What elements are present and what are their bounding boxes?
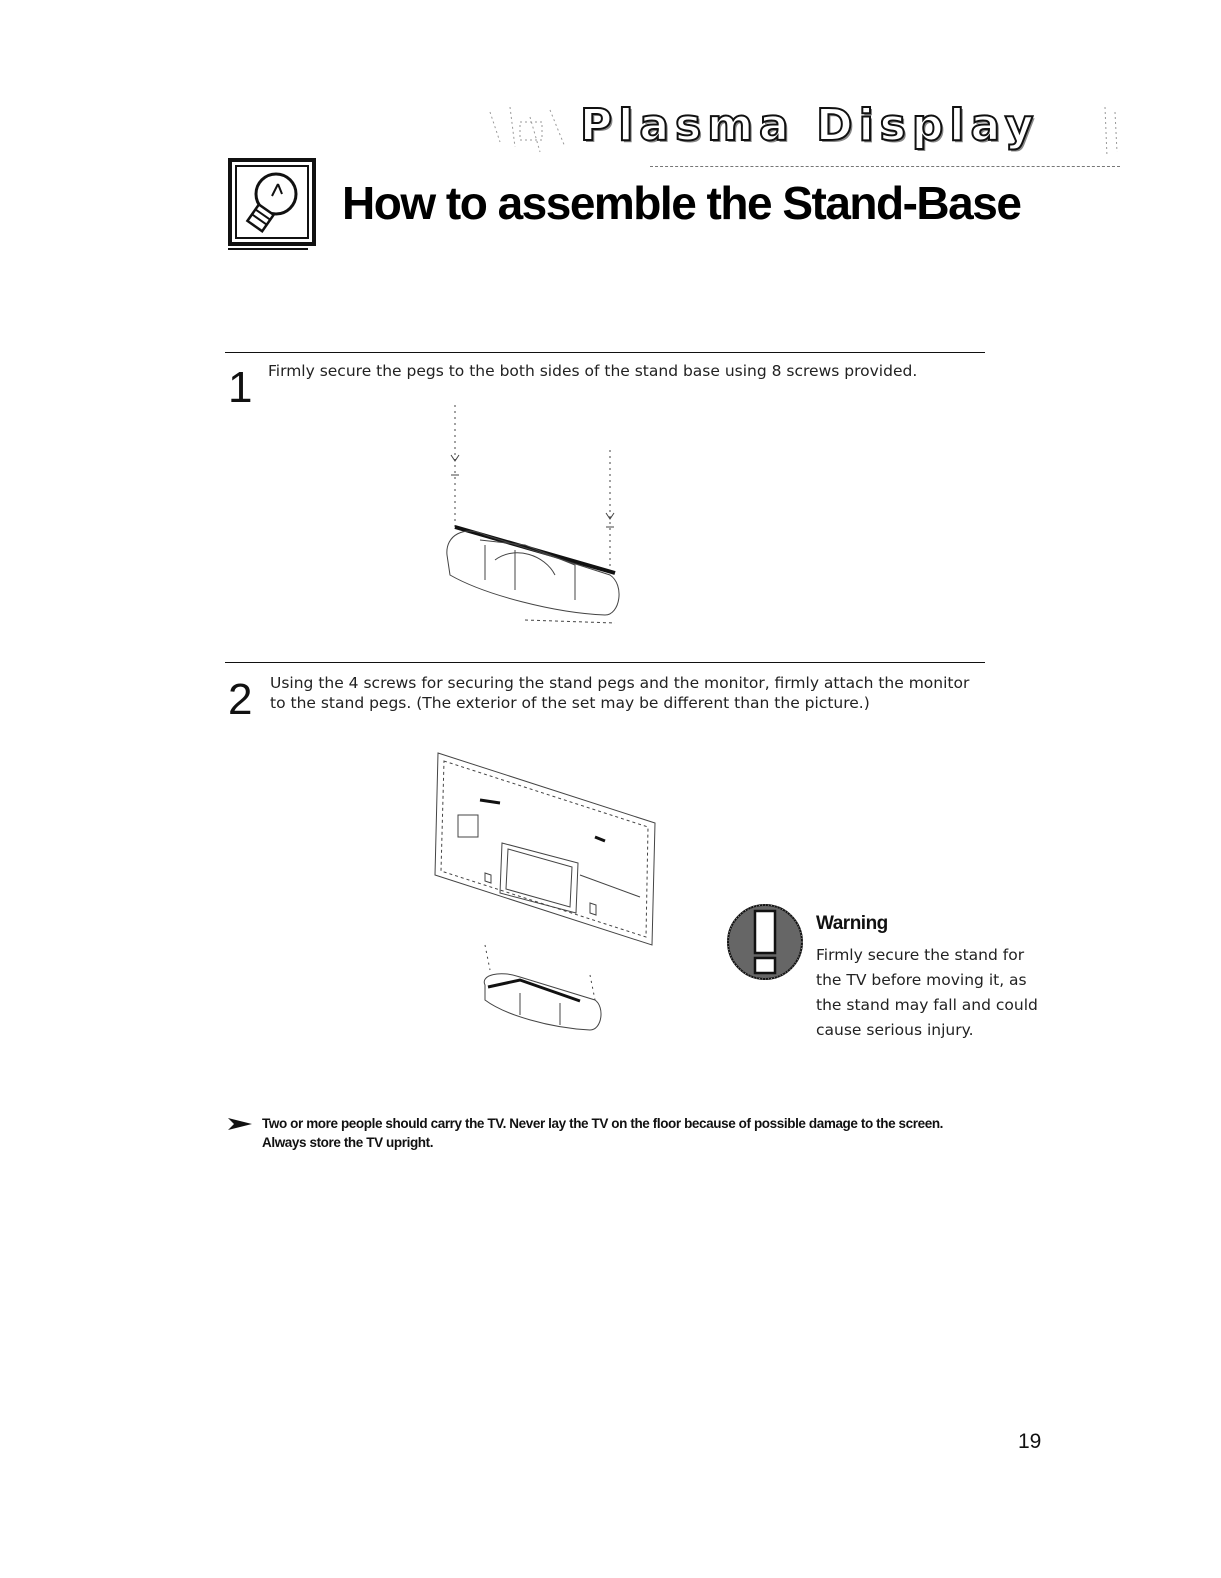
- arrow-right-icon: [228, 1116, 254, 1132]
- step-2-rule: [225, 662, 985, 663]
- note-line-2: Always store the TV upright.: [262, 1135, 434, 1150]
- logo-decoration-icon: [470, 92, 590, 162]
- logo-corner-decoration-icon: [1095, 102, 1125, 162]
- logo-rule: [650, 166, 1120, 167]
- note-line-1: Two or more people should carry the TV. Never lay the TV on the floor because of possible damage to the screen.: [262, 1116, 944, 1131]
- page-title: How to assemble the Stand-Base: [342, 177, 1021, 229]
- step-2-number: 2: [228, 675, 253, 724]
- monitor-on-stand-illustration: [430, 745, 665, 1045]
- warning-title: Warning: [816, 913, 888, 934]
- lightbulb-icon: [228, 158, 316, 246]
- step-1-number: 1: [228, 363, 253, 412]
- header-logo: [470, 92, 1130, 182]
- step-1-rule: [225, 352, 985, 353]
- warning-text: Firmly secure the stand for the TV before moving it, as the stand may fall and could cause serious injury.: [816, 946, 1038, 1039]
- step-2-text: Using the 4 screws for securing the stand pegs and the monitor, firmly attach the monitor to the stand pegs. (The exterior of the set may be different than the picture.): [270, 674, 970, 712]
- logo-text: Plasma Display: [580, 100, 1040, 151]
- exclamation-warning-icon: [726, 903, 804, 981]
- step-1-text: Firmly secure the pegs to the both sides of the stand base using 8 screws provided.: [268, 362, 918, 380]
- page-number: 19: [1018, 1430, 1042, 1453]
- stand-base-pegs-illustration: [425, 395, 640, 630]
- title-icon-underline: [228, 248, 308, 250]
